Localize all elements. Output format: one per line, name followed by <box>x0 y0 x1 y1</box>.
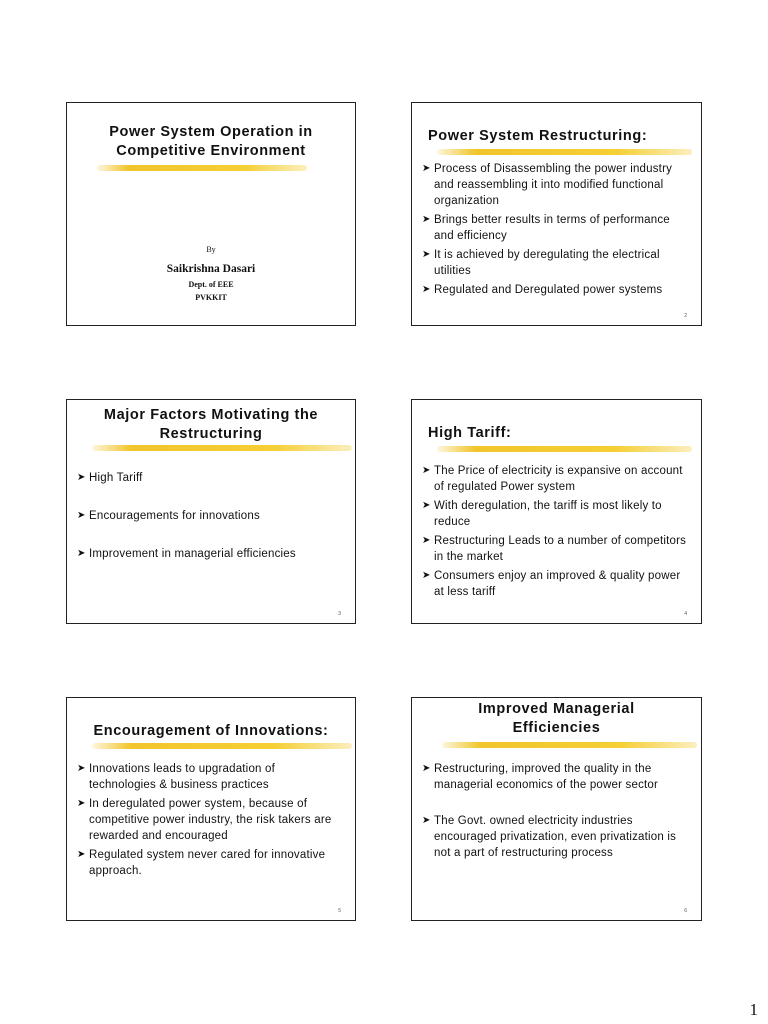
bullet-list <box>77 761 345 882</box>
title-underline <box>92 743 352 749</box>
bullet-list <box>77 470 345 565</box>
slide-title: Major Factors Motivating the Restructuring <box>103 407 319 442</box>
list-item: ➤ In deregulated power system, because of competitive power industry, the risk takers are rewarded and encouraged <box>77 798 332 842</box>
slide-number: 6 <box>684 908 687 914</box>
bullet-list <box>422 463 691 603</box>
list-item: ➤ Innovations leads to upgradation of technologies & business practices <box>77 763 276 791</box>
arrow-bullet-icon: ➤ <box>422 163 431 174</box>
arrow-bullet-icon: ➤ <box>422 763 431 774</box>
slide-3 <box>66 399 356 624</box>
title-underline <box>442 742 697 748</box>
arrow-bullet-icon: ➤ <box>422 535 431 546</box>
slide-1 <box>66 102 356 326</box>
slide-title: High Tariff: <box>428 425 512 441</box>
list-item: ➤ Restructuring Leads to a number of competitors in the market <box>422 535 687 563</box>
arrow-bullet-icon: ➤ <box>422 465 431 476</box>
slide-number: 2 <box>684 313 687 319</box>
slide-number: 5 <box>338 908 341 914</box>
by-label: By <box>206 245 216 254</box>
arrow-bullet-icon: ➤ <box>422 284 431 295</box>
arrow-bullet-icon: ➤ <box>77 548 86 559</box>
arrow-bullet-icon: ➤ <box>77 472 86 483</box>
arrow-bullet-icon: ➤ <box>422 214 431 225</box>
organization: PVKKIT <box>195 293 227 302</box>
slide-title: Power System Restructuring: <box>428 128 648 144</box>
title-underline <box>97 165 307 171</box>
list-item: ➤ Regulated and Deregulated power systems <box>422 284 663 296</box>
list-item: ➤ High Tariff <box>77 472 143 484</box>
slide-title: Improved Managerial Efficiencies <box>478 701 635 736</box>
list-item: ➤ Restructuring, improved the quality in the managerial economics of the power sector <box>422 763 659 791</box>
list-item: ➤ The Govt. owned electricity industries encouraged privatization, even privatization is not a part of restructuring process <box>422 815 677 859</box>
list-item: ➤ Improvement in managerial efficiencies <box>77 548 296 560</box>
author-name: Saikrishna Dasari <box>166 263 256 275</box>
department: Dept. of EEE <box>188 280 234 289</box>
page-number: 1 <box>749 1000 758 1019</box>
slide-number: 3 <box>338 611 341 617</box>
list-item: ➤ Encouragements for innovations <box>77 510 260 522</box>
slide-4 <box>411 399 702 624</box>
arrow-bullet-icon: ➤ <box>77 510 86 521</box>
title-underline <box>437 149 692 155</box>
list-item: ➤ The Price of electricity is expansive on account of regulated Power system <box>422 465 683 493</box>
bullet-list <box>422 761 691 864</box>
arrow-bullet-icon: ➤ <box>422 815 431 826</box>
list-item: ➤ With deregulation, the tariff is most likely to reduce <box>422 500 662 528</box>
list-item: ➤ It is achieved by deregulating the electrical utilities <box>422 249 660 277</box>
arrow-bullet-icon: ➤ <box>422 500 431 511</box>
slide-number: 4 <box>684 611 687 617</box>
arrow-bullet-icon: ➤ <box>77 763 86 774</box>
list-item: ➤ Process of Disassembling the power industry and reassembling it into modified functional organization <box>422 163 673 207</box>
list-item: ➤ Regulated system never cared for innovative approach. <box>77 849 326 877</box>
slide-6 <box>411 697 702 921</box>
arrow-bullet-icon: ➤ <box>422 249 431 260</box>
slide-title: Encouragement of Innovations: <box>93 723 329 739</box>
title-underline <box>92 445 352 451</box>
slide-title: Power System Operation in Competitive Environment <box>109 124 313 159</box>
title-underline <box>437 446 692 452</box>
list-item: ➤ Consumers enjoy an improved & quality power at less tariff <box>422 570 681 598</box>
slide-5 <box>66 697 356 921</box>
arrow-bullet-icon: ➤ <box>77 849 86 860</box>
slide-2 <box>411 102 702 326</box>
arrow-bullet-icon: ➤ <box>77 798 86 809</box>
list-item: ➤ Brings better results in terms of performance and efficiency <box>422 214 670 242</box>
arrow-bullet-icon: ➤ <box>422 570 431 581</box>
bullet-list <box>422 161 691 301</box>
